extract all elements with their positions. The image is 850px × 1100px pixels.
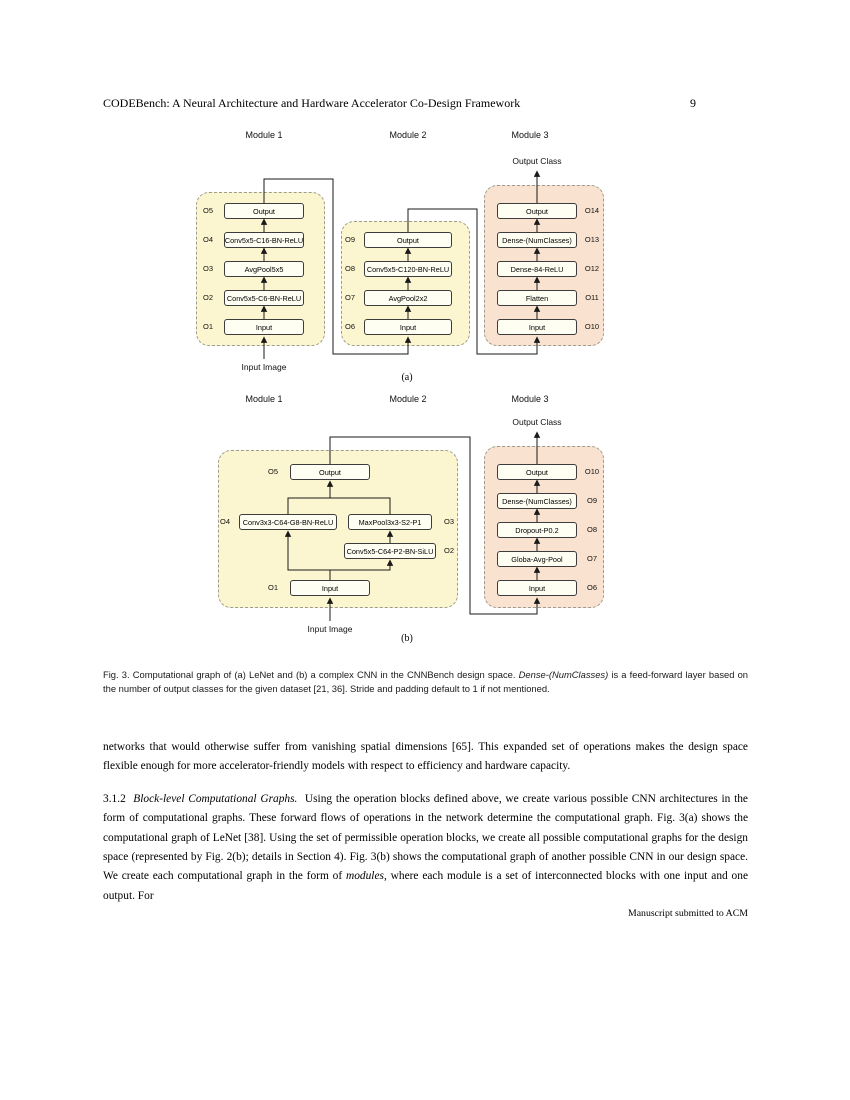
port-a2-o9: O9 xyxy=(344,235,355,244)
port-a2-o6: O6 xyxy=(344,322,355,331)
footer-manuscript-note: Manuscript submitted to ACM xyxy=(627,908,748,919)
node-a3-input: Input xyxy=(497,319,577,335)
section-number: 3.1.2 xyxy=(103,792,126,805)
port-a1-o3: O3 xyxy=(202,264,213,273)
port-a1-o4: O4 xyxy=(202,235,213,244)
port-a2-o8: O8 xyxy=(344,264,355,273)
port-a1-o5: O5 xyxy=(202,206,213,215)
port-a3-o14: O14 xyxy=(584,206,600,215)
panel-b-module3-label: Module 3 xyxy=(511,394,549,404)
port-b1-o3: O3 xyxy=(443,517,454,526)
node-a1-avgpool5x5: AvgPool5x5 xyxy=(224,261,304,277)
section-title: Block-level Computational Graphs. xyxy=(133,792,298,805)
node-a2-input: Input xyxy=(364,319,452,335)
node-b3-dense-numclasses: Dense-(NumClasses) xyxy=(497,493,577,509)
port-b3-o9: O9 xyxy=(586,496,597,505)
port-b3-o10: O10 xyxy=(584,467,600,476)
node-a3-dense-84: Dense-84-ReLU xyxy=(497,261,577,277)
node-a3-output: Output xyxy=(497,203,577,219)
port-a1-o1: O1 xyxy=(202,322,213,331)
page-number: 9 xyxy=(690,96,696,110)
panel-a-sublabel: (a) xyxy=(401,372,413,383)
running-head-title: CODEBench: A Neural Architecture and Hardware Accelerator Co-Design Framework xyxy=(103,96,521,110)
port-a3-o13: O13 xyxy=(584,235,600,244)
port-a2-o7: O7 xyxy=(344,293,355,302)
port-a3-o12: O12 xyxy=(584,264,600,273)
port-b1-o2: O2 xyxy=(443,546,454,555)
paragraph-continuation: networks that would otherwise suffer from vanishing spatial dimensions [65]. This expanded set of operations makes the design space flexible enough for more accelerator-friendly models with respect to efficiency and hardware capacity. xyxy=(103,741,748,773)
panel-b-output-class-label: Output Class xyxy=(512,417,562,427)
panel-b-module1-label: Module 1 xyxy=(245,394,283,404)
node-b1-conv3x3-c64: Conv3x3-C64-G8-BN-ReLU xyxy=(239,514,337,530)
port-b3-o7: O7 xyxy=(586,554,597,563)
node-b3-input: Input xyxy=(497,580,577,596)
port-a3-o11: O11 xyxy=(585,293,599,302)
port-b3-o8: O8 xyxy=(586,525,597,534)
node-a3-dense-numclasses: Dense-(NumClasses) xyxy=(497,232,577,248)
node-b1-input: Input xyxy=(290,580,370,596)
node-a1-input: Input xyxy=(224,319,304,335)
caption-italic-term: Dense-(NumClasses) xyxy=(518,669,609,680)
port-b1-o1: O1 xyxy=(267,583,278,592)
node-b1-conv5x5-c64: Conv5x5-C64-P2-BN-SiLU xyxy=(344,543,436,559)
section-italic-modules: modules xyxy=(346,870,384,883)
panel-a-module3-label: Module 3 xyxy=(511,130,549,140)
panel-b-module2-label: Module 2 xyxy=(389,394,427,404)
caption-text-1: Fig. 3. Computational graph of (a) LeNet and (b) a complex CNN in the CNNBench design space. xyxy=(103,669,519,680)
panel-a-output-class-label: Output Class xyxy=(512,156,562,166)
port-a1-o2: O2 xyxy=(202,293,213,302)
node-b3-output: Output xyxy=(497,464,577,480)
panel-a-module2-label: Module 2 xyxy=(389,130,427,140)
node-a2-avgpool2x2: AvgPool2x2 xyxy=(364,290,452,306)
node-b1-maxpool3x3: MaxPool3x3-S2-P1 xyxy=(348,514,432,530)
node-b1-output: Output xyxy=(290,464,370,480)
paragraph-section-3-1-2 xyxy=(103,790,748,906)
section-text-1: Using the operation blocks defined above, we create various possible CNN architectures in the form of computational graphs. These forward flows of operations in the network determine the computational graph. Fig. 3(a) shows the computational graph of LeNet [38]. Using the set of permissible operation blocks, we create all possible computational graphs for the design space (represented by Fig. 2(b); details in Section 4). Fig. 3(b) shows the computational graph of another possible CNN in our design space. We create each computational graph in the form of xyxy=(103,792,748,883)
node-a2-conv5x5-c120: Conv5x5-C120-BN-ReLU xyxy=(364,261,452,277)
node-a2-output: Output xyxy=(364,232,452,248)
node-a1-conv5x5-c16: Conv5x5-C16-BN-ReLU xyxy=(224,232,304,248)
figure-caption xyxy=(103,668,748,695)
node-b3-global-avg-pool: Globa-Avg-Pool xyxy=(497,551,577,567)
port-a3-o10: O10 xyxy=(584,322,600,331)
node-a3-flatten: Flatten xyxy=(497,290,577,306)
panel-a-module1-label: Module 1 xyxy=(245,130,283,140)
panel-b-input-image-label: Input Image xyxy=(307,624,353,634)
section-text-2: , where each module is a set of interconnected blocks with one input and one output. For xyxy=(103,870,748,902)
panel-a-input-image-label: Input Image xyxy=(241,362,287,372)
node-b3-dropout: Dropout-P0.2 xyxy=(497,522,577,538)
panel-b-sublabel: (b) xyxy=(401,633,413,644)
caption-text-2: is a feed-forward layer based on the number of output classes for the given dataset [21, 36]. Stride and padding default to 1 if not mentioned. xyxy=(103,669,748,694)
node-a1-output: Output xyxy=(224,203,304,219)
port-b1-o5: O5 xyxy=(267,467,278,476)
body-text-column xyxy=(103,738,748,906)
node-a1-conv5x5-c6: Conv5x5-C6-BN-ReLU xyxy=(224,290,304,306)
port-b1-o4: O4 xyxy=(219,517,230,526)
port-b3-o6: O6 xyxy=(586,583,597,592)
